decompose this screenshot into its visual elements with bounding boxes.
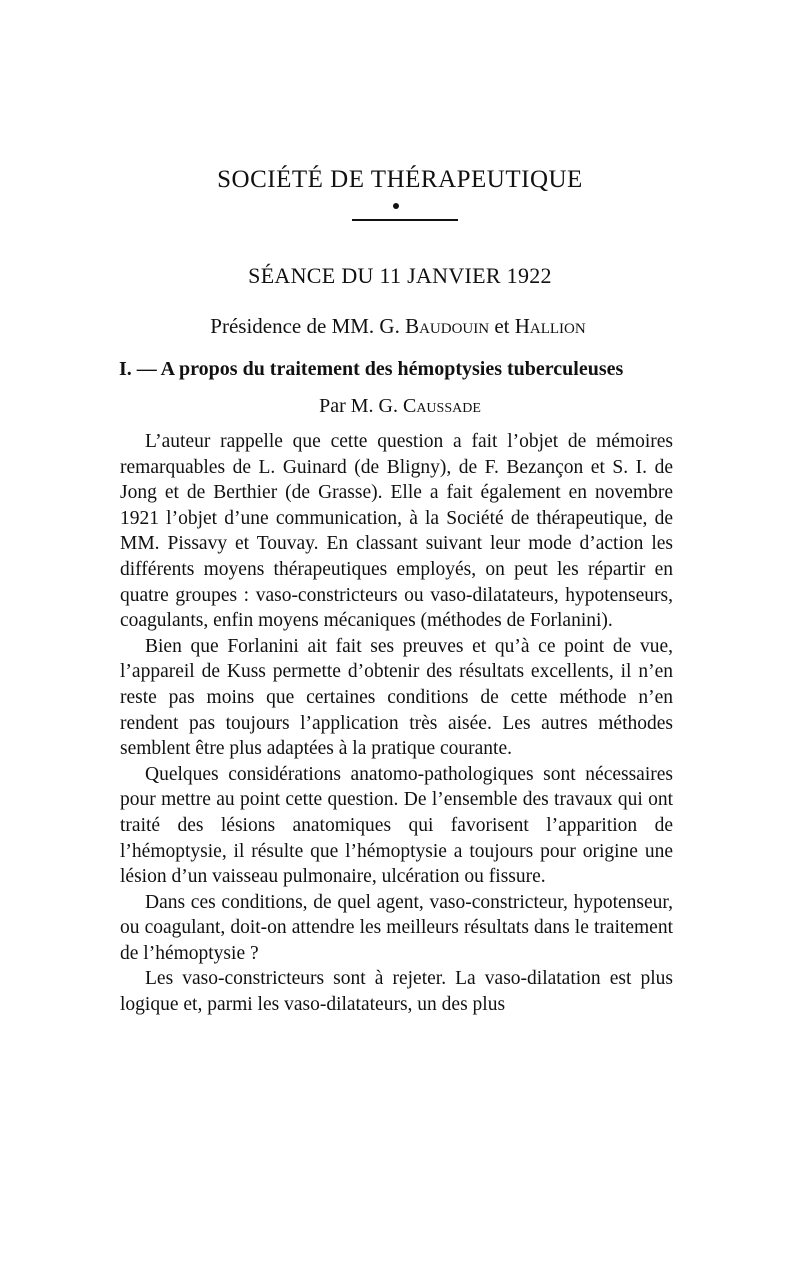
ornament-dot bbox=[393, 203, 399, 209]
paragraph: Les vaso-constricteurs sont à rejeter. La vaso-dilatation est plus logique et, parmi les vaso-dilatateurs, un des plus bbox=[120, 968, 673, 1016]
paragraph: L’auteur rappelle que cette question a fait l’objet de mémoires remarquables de L. Guinard (de Bligny), de F. Bezançon et S. I. de Jong et de Berthier (de Grasse). Elle a fait également en novembre 1921 l’objet d’une communication, à la Société de thérapeutique, de MM. Pissavy et Touvay. En classant suivant leur mode d’action les différents moyens thérapeutiques employés, on peut les répartir en quatre groupes : vaso-constricteurs ou vaso-dilatateurs, hypotenseurs, coagulants, enfin moyens mécaniques (méthodes de Forlanini). bbox=[120, 431, 673, 632]
author-line bbox=[0, 393, 800, 419]
president-name: Baudouin bbox=[405, 314, 490, 338]
president-name: Hallion bbox=[514, 314, 586, 338]
session-heading: SÉANCE DU 11 JANVIER 1922 bbox=[248, 263, 552, 288]
author-name: Caussade bbox=[402, 395, 481, 417]
presidency-prefix: Présidence de MM. G. bbox=[210, 314, 400, 338]
paragraph: Quelques considérations anatomo-pathologiques sont nécessaires pour mettre au point cette question. De l’ensemble des travaux qui ont traité des lésions anatomiques qui favorisent l’apparition de l’hémoptysie, il résulte que l’hémoptysie a toujours pour origine une lésion d’un vaisseau pulmonaire, ulcération ou fissure. bbox=[120, 763, 673, 888]
paragraph: Dans ces conditions, de quel agent, vaso-constricteur, hypotenseur, ou coagulant, doit-on attendre les meilleurs résultats dans le traitement de l’hémoptysie ? bbox=[120, 891, 673, 964]
article-title: I. — A propos du traitement des hémoptysies tuberculeuses bbox=[119, 358, 624, 380]
journal-title: SOCIÉTÉ DE THÉRAPEUTIQUE bbox=[217, 166, 583, 193]
article-body bbox=[120, 429, 673, 1018]
paragraph: Bien que Forlanini ait fait ses preuves et qu’à ce point de vue, l’appareil de Kuss permette d’obtenir des résultats excellents, il n’en reste pas moins que certaines conditions de cette méthode n’en rendent pas toujours l’application très aisée. Les autres méthodes semblent être plus adaptées à la pratique courante. bbox=[120, 635, 673, 760]
author-prefix: Par M. G. bbox=[319, 395, 398, 417]
presidency-conjunction: et bbox=[494, 314, 510, 338]
title-divider bbox=[352, 219, 458, 221]
presidency-line bbox=[0, 312, 796, 340]
